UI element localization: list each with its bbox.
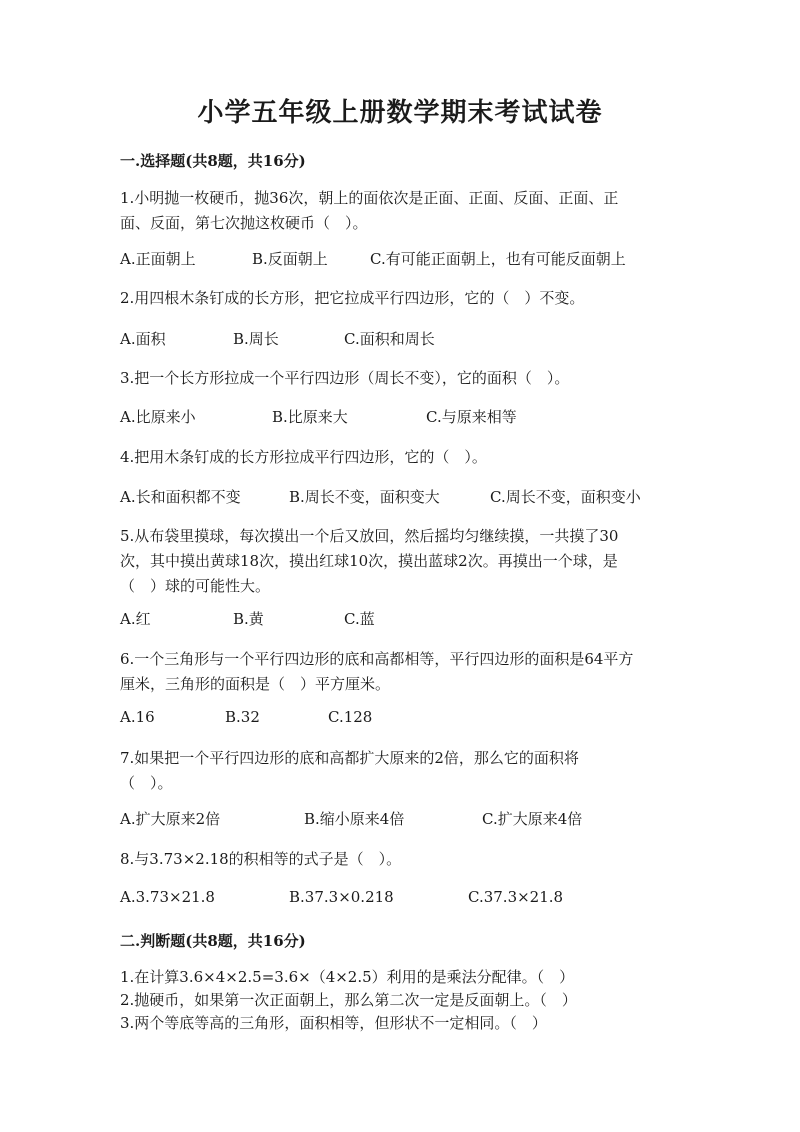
option-b: B.周长不变，面积变大 [289,488,440,506]
question-line: 4.把用木条钉成的长方形拉成平行四边形，它的（ ）。 [120,448,487,466]
question-8 [120,847,680,872]
option-a: A.正面朝上 [120,250,196,268]
options-row-1 [120,248,680,270]
judge-item-3: 3.两个等底等高的三角形，面积相等，但形状不一定相同。（ ） [120,1014,547,1032]
options-row-8 [120,888,680,910]
option-c: C.蓝 [344,610,375,628]
option-c: C.扩大原来4倍 [482,810,583,828]
question-line: 次，其中摸出黄球18次，摸出红球10次，摸出蓝球2次。再摸出一个球，是 [120,552,618,570]
option-c: C.128 [328,708,373,726]
question-line: 厘米，三角形的面积是（ ）平方厘米。 [120,675,391,693]
question-line: 6.一个三角形与一个平行四边形的底和高都相等，平行四边形的面积是64平方 [120,650,634,668]
option-a: A.3.73×21.8 [120,888,215,906]
section-heading-judge: 二.判断题(共8题，共16分) [120,932,306,950]
option-a: A.面积 [120,330,166,348]
option-b: B.32 [225,708,260,726]
question-line: 3.把一个长方形拉成一个平行四边形（周长不变），它的面积（ ）。 [120,369,570,387]
question-line: 7.如果把一个平行四边形的底和高都扩大原来的2倍，那么它的面积将 [120,749,579,767]
question-5 [120,524,680,599]
option-a: A.红 [120,610,151,628]
options-row-2 [120,328,680,350]
judge-item-2: 2.抛硬币，如果第一次正面朝上，那么第二次一定是反面朝上。（ ） [120,991,577,1009]
question-line: 5.从布袋里摸球，每次摸出一个后又放回，然后摇均匀继续摸，一共摸了30 [120,527,619,545]
question-6 [120,647,680,697]
option-c: C.37.3×21.8 [468,888,564,906]
question-3 [120,366,680,391]
question-line: （ ）。 [120,774,173,792]
option-a: A.扩大原来2倍 [120,810,221,828]
options-row-3 [120,406,680,428]
question-line: 2.用四根木条钉成的长方形，把它拉成平行四边形，它的（ ）不变。 [120,289,585,307]
option-c: C.周长不变，面积变小 [490,488,641,506]
page-title: 小学五年级上册数学期末考试试卷 [197,98,603,128]
option-b: B.比原来大 [272,408,348,426]
question-line: 1.小明抛一枚硬币，抛36次，朝上的面依次是正面、正面、反面、正面、正 [120,189,619,207]
question-1 [120,186,680,236]
option-c: C.有可能正面朝上，也有可能反面朝上 [370,250,626,268]
section-heading-choice: 一.选择题(共8题，共16分) [120,152,306,170]
question-line: 8.与3.73×2.18的积相等的式子是（ ）。 [120,850,402,868]
option-b: B.37.3×0.218 [289,888,394,906]
options-row-4 [120,486,680,508]
question-line: 面、反面，第七次抛这枚硬币（ ）。 [120,214,368,232]
option-a: A.比原来小 [120,408,196,426]
option-b: B.缩小原来4倍 [304,810,405,828]
question-4 [120,445,680,470]
option-b: B.周长 [233,330,279,348]
option-a: A.16 [120,708,155,726]
option-c: C.面积和周长 [344,330,435,348]
option-b: B.黄 [233,610,264,628]
question-line: （ ）球的可能性大。 [120,577,271,595]
question-7 [120,746,680,796]
options-row-5 [120,608,680,630]
option-c: C.与原来相等 [426,408,517,426]
options-row-7 [120,808,680,830]
question-2 [120,286,680,311]
judge-item-1: 1.在计算3.6×4×2.5=3.6×（4×2.5）利用的是乘法分配律。（ ） [120,968,575,986]
option-b: B.反面朝上 [252,250,328,268]
option-a: A.长和面积都不变 [120,488,241,506]
options-row-6 [120,708,680,730]
